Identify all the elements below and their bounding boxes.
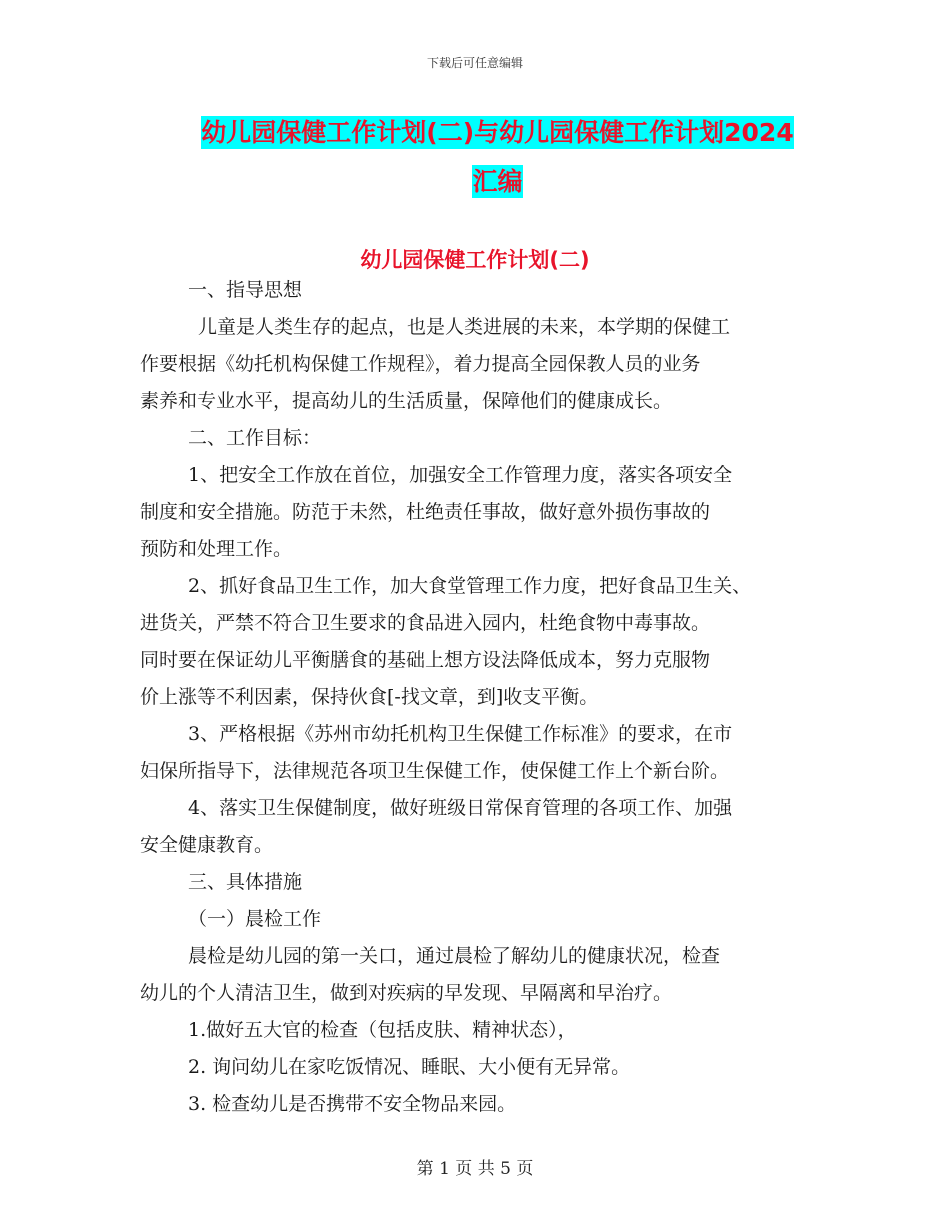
- paragraph-line: 安全健康教育。: [140, 834, 274, 856]
- paragraph-line: 4、落实卫生保健制度，做好班级日常保育管理的各项工作、加强: [188, 797, 733, 819]
- paragraph-line: 妇保所指导下，法律规范各项卫生保健工作，使保健工作上个新台阶。: [140, 760, 730, 782]
- paragraph-line: 同时要在保证幼儿平衡膳食的基础上想方设法降低成本，努力克服物: [140, 649, 711, 671]
- paragraph-line: 1、把安全工作放在首位，加强安全工作管理力度，落实各项安全: [188, 464, 733, 486]
- list-item: 3. 检查幼儿是否携带不安全物品来园。: [188, 1093, 517, 1115]
- list-item: 2. 询问幼儿在家吃饭情况、睡眠、大小便有无异常。: [188, 1056, 631, 1078]
- heading-morning-check: （一）晨检工作: [188, 908, 322, 930]
- paragraph-line: 素养和专业水平，提高幼儿的生活质量，保障他们的健康成长。: [140, 390, 673, 412]
- paragraph-line: 进货关，严禁不符合卫生要求的食品进入园内，杜绝食物中毒事故。: [140, 612, 711, 634]
- document-title-line-2: 汇编: [472, 167, 523, 196]
- heading-work-goals: 二、工作目标：: [188, 427, 322, 449]
- page-number-footer: 第 1 页 共 5 页: [416, 1159, 534, 1179]
- paragraph-line: 预防和处理工作。: [140, 538, 293, 560]
- paragraph-line: 晨检是幼儿园的第一关口，通过晨检了解幼儿的健康状况，检查: [188, 945, 721, 967]
- document-title: [140, 108, 855, 206]
- paragraph-line: 幼儿的个人清洁卫生，做到对疾病的早发现、早隔离和早治疗。: [140, 982, 673, 1004]
- paragraph-line: 儿童是人类生存的起点，也是人类进展的未来，本学期的保健工: [198, 316, 731, 338]
- heading-specific-measures: 三、具体措施: [188, 871, 303, 893]
- document-title-line-1: 幼儿园保健工作计划(二)与幼儿园保健工作计划2024: [201, 118, 794, 147]
- header-note: 下载后可任意编辑: [426, 56, 523, 70]
- paragraph-line: 2、抓好食品卫生工作，加大食堂管理工作力度，把好食品卫生关、: [188, 575, 752, 597]
- paragraph-line: 价上涨等不利因素，保持伙食[-找文章，到]收支平衡。: [140, 686, 599, 708]
- paragraph-line: 作要根据《幼托机构保健工作规程》，着力提高全园保教人员的业务: [140, 353, 701, 375]
- heading-guiding-idea: 一、指导思想: [188, 279, 303, 301]
- list-item: 1.做好五大官的检查（包括皮肤、精神状态），: [188, 1019, 577, 1041]
- paragraph-line: 3、严格根据《苏州市幼托机构卫生保健工作标准》的要求，在市: [188, 723, 733, 745]
- section-title: 幼儿园保健工作计划(二): [360, 248, 590, 272]
- paragraph-line: 制度和安全措施。防范于未然，杜绝责任事故，做好意外损伤事故的: [140, 501, 711, 523]
